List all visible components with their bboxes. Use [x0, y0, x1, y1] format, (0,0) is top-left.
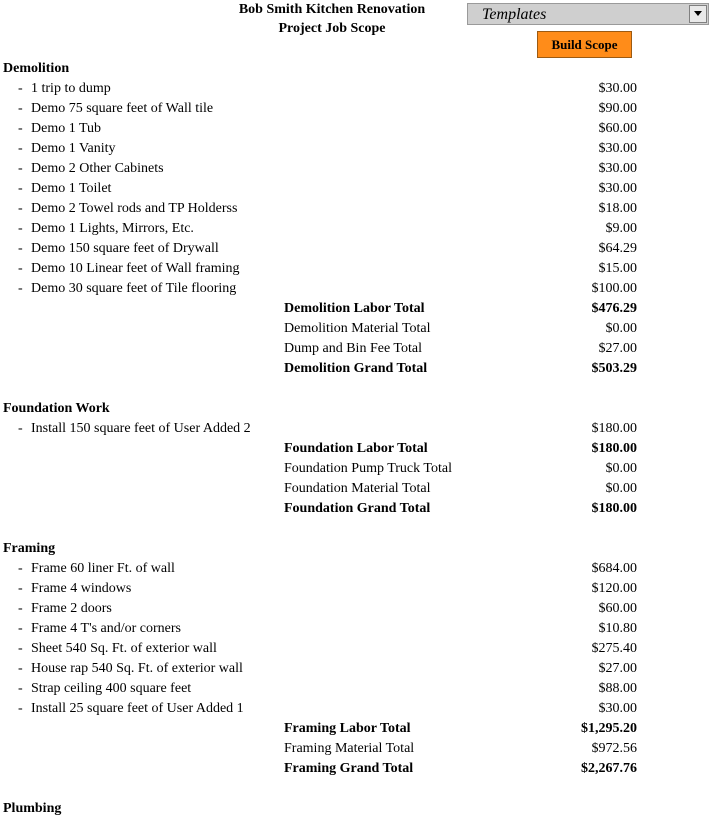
bullet-dash: -	[18, 201, 23, 216]
line-item-description: Demo 2 Other Cabinets	[31, 161, 164, 176]
line-item-description: Demo 1 Lights, Mirrors, Etc.	[31, 221, 194, 236]
bullet-dash: -	[18, 661, 23, 676]
section-heading: Foundation Work	[3, 401, 110, 416]
bullet-dash: -	[18, 681, 23, 696]
bullet-dash: -	[18, 641, 23, 656]
line-item-amount: $64.29	[598, 241, 637, 256]
line-item-description: Frame 4 T's and/or corners	[31, 621, 182, 636]
line-item-description: Demo 1 Tub	[31, 121, 102, 136]
total-label: Demolition Labor Total	[284, 301, 425, 316]
line-item-amount: $30.00	[598, 81, 637, 96]
total-amount: $180.00	[591, 441, 637, 456]
section-heading: Framing	[3, 541, 56, 556]
line-item-description: Frame 2 doors	[31, 601, 112, 616]
templates-dropdown[interactable]	[467, 3, 709, 25]
line-item-amount: $100.00	[591, 281, 637, 296]
bullet-dash: -	[18, 581, 23, 596]
line-item-amount: $60.00	[598, 601, 637, 616]
total-amount: $1,295.20	[581, 721, 637, 736]
line-item-amount: $275.40	[591, 641, 637, 656]
line-item-amount: $90.00	[598, 101, 637, 116]
line-item-amount: $15.00	[598, 261, 637, 276]
line-item-description: House rap 540 Sq. Ft. of exterior wall	[31, 661, 243, 676]
line-item-description: Strap ceiling 400 square feet	[31, 681, 192, 696]
line-item-description: Demo 10 Linear feet of Wall framing	[31, 261, 240, 276]
line-item-amount: $30.00	[598, 181, 637, 196]
line-item-description: Frame 4 windows	[31, 581, 132, 596]
line-item-description: Sheet 540 Sq. Ft. of exterior wall	[31, 641, 217, 656]
line-item-amount: $684.00	[591, 561, 637, 576]
line-item-description: Frame 60 liner Ft. of wall	[31, 561, 175, 576]
total-amount: $180.00	[591, 501, 637, 516]
line-item-amount: $18.00	[598, 201, 637, 216]
report-subtitle: Project Job Scope	[278, 21, 386, 36]
line-item-amount: $88.00	[598, 681, 637, 696]
total-label: Demolition Material Total	[284, 321, 431, 336]
total-label: Framing Labor Total	[284, 721, 411, 736]
line-item-description: Demo 30 square feet of Tile flooring	[31, 281, 237, 296]
total-amount: $476.29	[591, 301, 637, 316]
bullet-dash: -	[18, 261, 23, 276]
total-label: Framing Grand Total	[284, 761, 414, 776]
line-item-description: Demo 75 square feet of Wall tile	[31, 101, 214, 116]
bullet-dash: -	[18, 141, 23, 156]
line-item-amount: $30.00	[598, 161, 637, 176]
line-item-description: Demo 2 Towel rods and TP Holderss	[31, 201, 238, 216]
bullet-dash: -	[18, 101, 23, 116]
total-label: Foundation Grand Total	[284, 501, 431, 516]
templates-dropdown-value: Templates	[482, 6, 547, 23]
bullet-dash: -	[18, 121, 23, 136]
total-label: Framing Material Total	[284, 741, 415, 756]
bullet-dash: -	[18, 241, 23, 256]
total-label: Foundation Pump Truck Total	[284, 461, 452, 476]
total-amount: $0.00	[605, 321, 637, 336]
bullet-dash: -	[18, 601, 23, 616]
line-item-amount: $180.00	[591, 421, 637, 436]
line-item-description: Install 25 square feet of User Added 1	[31, 701, 244, 716]
bullet-dash: -	[18, 181, 23, 196]
build-scope-button[interactable]: Build Scope	[537, 31, 632, 58]
bullet-dash: -	[18, 421, 23, 436]
total-amount: $0.00	[605, 461, 637, 476]
total-amount: $972.56	[591, 741, 637, 756]
total-amount: $27.00	[598, 341, 637, 356]
line-item-amount: $120.00	[591, 581, 637, 596]
bullet-dash: -	[18, 221, 23, 236]
section-heading: Demolition	[3, 61, 70, 76]
line-item-amount: $9.00	[605, 221, 637, 236]
line-item-amount: $30.00	[598, 701, 637, 716]
line-item-description: Demo 1 Vanity	[31, 141, 116, 156]
total-amount: $0.00	[605, 481, 637, 496]
line-item-description: Install 150 square feet of User Added 2	[31, 421, 251, 436]
section-heading: Plumbing	[3, 801, 62, 816]
line-item-amount: $27.00	[598, 661, 637, 676]
line-item-description: 1 trip to dump	[31, 81, 111, 96]
report-title: Bob Smith Kitchen Renovation	[238, 2, 426, 17]
line-item-description: Demo 1 Toilet	[31, 181, 112, 196]
total-label: Foundation Labor Total	[284, 441, 428, 456]
total-label: Foundation Material Total	[284, 481, 431, 496]
line-item-amount: $30.00	[598, 141, 637, 156]
bullet-dash: -	[18, 81, 23, 96]
total-amount: $503.29	[591, 361, 637, 376]
chevron-down-icon	[694, 11, 702, 16]
bullet-dash: -	[18, 561, 23, 576]
bullet-dash: -	[18, 281, 23, 296]
bullet-dash: -	[18, 701, 23, 716]
bullet-dash: -	[18, 621, 23, 636]
line-item-amount: $10.80	[598, 621, 637, 636]
line-item-amount: $60.00	[598, 121, 637, 136]
bullet-dash: -	[18, 161, 23, 176]
total-label: Demolition Grand Total	[284, 361, 428, 376]
total-amount: $2,267.76	[581, 761, 637, 776]
line-item-description: Demo 150 square feet of Drywall	[31, 241, 219, 256]
dropdown-arrow-button[interactable]	[689, 5, 707, 23]
total-label: Dump and Bin Fee Total	[284, 341, 422, 356]
